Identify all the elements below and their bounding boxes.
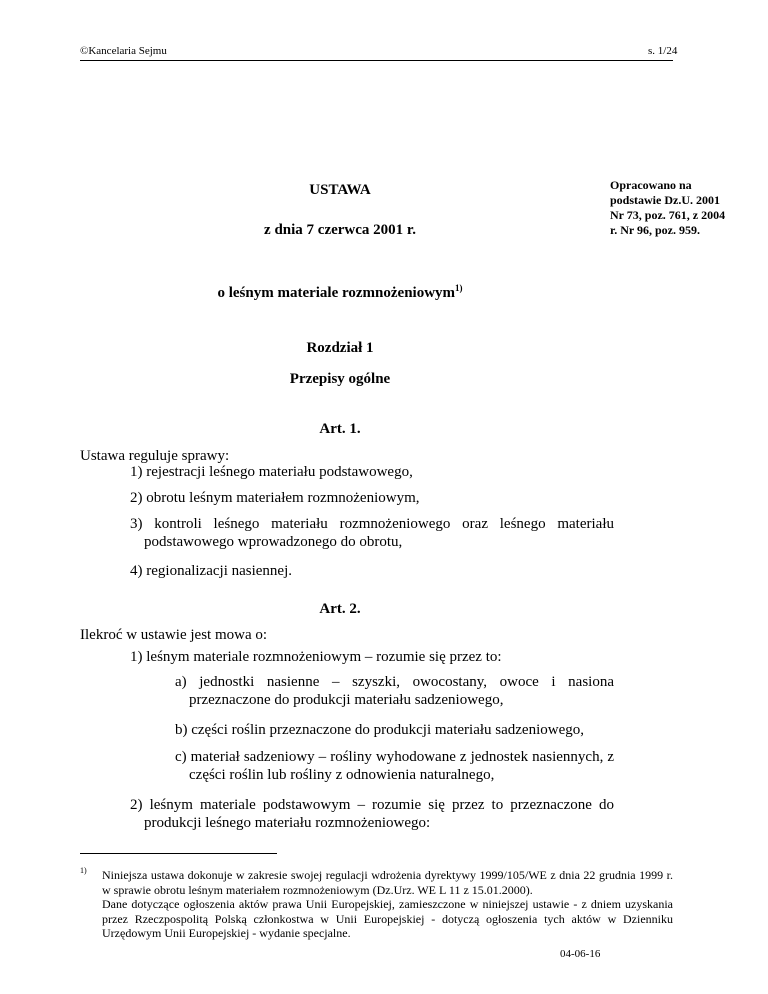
article-2-item: 1) leśnym materiale rozmnożeniowym – rozumie się przez to:	[130, 649, 502, 665]
chapter-name: Przepisy ogólne	[289, 371, 391, 387]
article-2-heading: Art. 2.	[319, 601, 361, 617]
act-type-title: USTAWA	[309, 182, 371, 198]
article-1-item: 1) rejestracji leśnego materiału podstawowego,	[130, 464, 413, 480]
act-subject-text: o leśnym materiale rozmnożeniowym	[217, 285, 456, 301]
article-1-intro: Ustawa reguluje sprawy:	[80, 448, 230, 464]
footnote-mark: 1)	[80, 866, 87, 875]
publication-note: Opracowano na podstawie Dz.U. 2001 Nr 73, poz. 761, z 2004 r. Nr 96, poz. 959.	[610, 178, 726, 237]
article-1-item: 3) kontroli leśnego materiału rozmnożeniowego oraz leśnego materiału podstawowego wprowadzonego do obrotu,	[130, 516, 614, 550]
chapter-number: Rozdział 1	[306, 340, 374, 356]
document-date: 04-06-16	[560, 948, 601, 960]
article-1-heading: Art. 1.	[319, 421, 361, 437]
footnote-text: Dane dotyczące ogłoszenia aktów prawa Unii Europejskiej, zamieszczone w niniejszej ustawie - z dniem uzyskania przez Rzeczpospolitą Polską członkostwa w Unii Europejskiej - dotyczą ogłoszenia tych aktów w Dzienniku Urzędowym Unii Europejskiej - wydanie specjalne.	[102, 897, 673, 940]
article-2-subitem: a) jednostki nasienne – szyszki, owocostany, owoce i nasiona przeznaczone do produkcji materiału sadzeniowego,	[175, 674, 614, 708]
page-number: s. 1/24	[648, 45, 678, 57]
act-subject	[80, 285, 600, 302]
act-date: z dnia 7 czerwca 2001 r.	[264, 222, 416, 238]
article-1-item: 2) obrotu leśnym materiałem rozmnożeniowym,	[130, 490, 420, 506]
footnote-reference[interactable]: 1)	[455, 283, 463, 293]
article-2-intro: Ilekroć w ustawie jest mowa o:	[80, 627, 268, 643]
footnote	[80, 868, 673, 941]
article-2-subitem: b) części roślin przeznaczone do produkcji materiału sadzeniowego,	[175, 722, 584, 738]
footnote-text: Niniejsza ustawa dokonuje w zakresie swojej regulacji wdrożenia dyrektywy 1999/105/WE z dnia 22 grudnia 1999 r. w sprawie obrotu leśnym materiałem rozmnożeniowym (Dz.Urz. WE L 11 z 15.01.2000).	[102, 868, 673, 897]
article-2-item: 2) leśnym materiale podstawowym – rozumie się przez to przeznaczone do produkcji leśnego materiału rozmnożeniowego:	[130, 797, 614, 831]
footnote-body	[80, 868, 673, 941]
article-2-subitem: c) materiał sadzeniowy – rośliny wyhodowane z jednostek nasiennych, z części roślin lub rośliny z odnowienia naturalnego,	[175, 749, 614, 783]
article-1-item: 4) regionalizacji nasiennej.	[130, 563, 293, 579]
header-rule	[80, 60, 673, 61]
footnote-rule	[80, 853, 277, 854]
page-header-source: ©Kancelaria Sejmu	[80, 45, 167, 57]
